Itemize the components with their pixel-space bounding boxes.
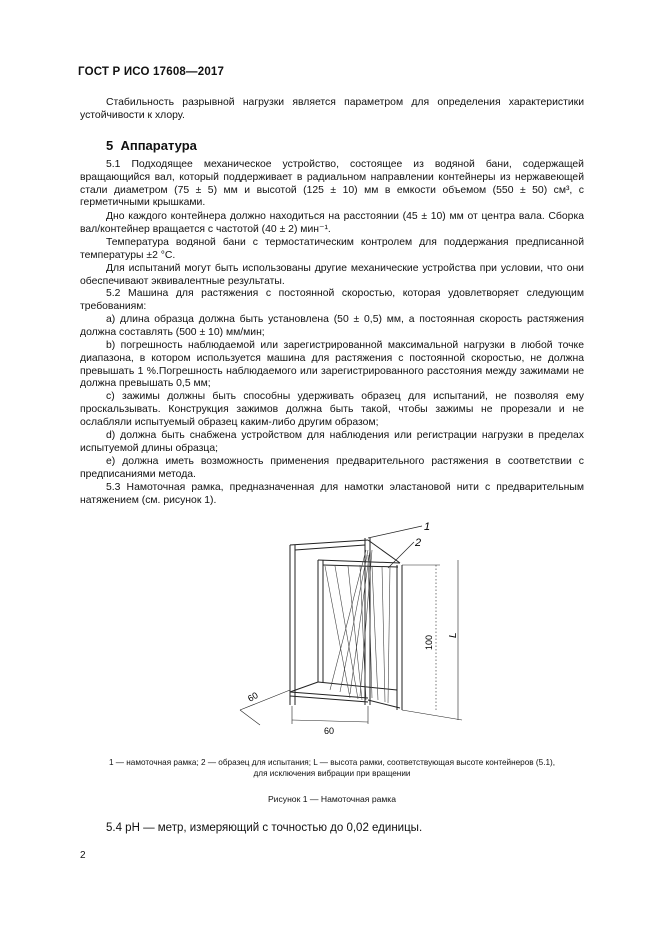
paragraph-5-3: 5.3 Намоточная рамка, предназначенная для намотки эластановой нити с предварительным натяжением (см. рисунок 1).: [80, 482, 584, 506]
callout-2-label: 2: [415, 537, 422, 549]
paragraph-5-2-e: e) должна иметь возможность применения предварительного растяжения в соответствии с предписаниями метода.: [80, 456, 584, 480]
paragraph-5-2-c: c) зажимы должны быть способны удерживать образец для испытаний, не позволяя ему проскальзывать. Конструкция зажимов должна быть такой, чтобы зажимы не прорезали и не ослабляли испытуемый образец каким-либо другим образом;: [80, 391, 584, 428]
paragraph-bath-temperature: Температура водяной бани с термостатическим контролем для поддержания предписанной температуры ±2 °С.: [80, 237, 584, 261]
figure-caption-line-1: 1 — намоточная рамка; 2 — образец для испытания; L — высота рамки, соответствующая высоте контейнеров (5.1),: [108, 758, 556, 767]
dimension-left-extension: [240, 710, 260, 725]
intro-paragraph: Стабильность разрывной нагрузки является параметром для определения характеристики устойчивости к хлору.: [80, 97, 584, 121]
callout-1-leader: [368, 526, 422, 538]
paragraph-5-2: 5.2 Машина для растяжения с постоянной скоростью, которая удовлетворяет следующим требованиям:: [80, 288, 584, 312]
paragraph-container-distance: Дно каждого контейнера должно находиться на расстоянии (45 ± 10) мм от центра вала. Сборка вал/контейнер вращается с частотой (40 ± 2) мин⁻¹.: [80, 211, 584, 235]
dimension-60-bottom-label: 60: [324, 726, 335, 736]
paragraph-5-2-d: d) должна быть снабжена устройством для наблюдения или регистрации нагрузки в пределах испытуемой длины образца;: [80, 430, 584, 454]
frame-front-top-rail: [290, 540, 368, 545]
paragraph-5-1: 5.1 Подходящее механическое устройство, состоящее из водяной бани, содержащей вращающийся вал, который поддерживает в радиальном направлении контейнеры из нержавеющей стали диаметром (75 ± 5) мм и высотой (125 ± 10) мм в емкости объемом (550 ± 50) см³, с герметичными крышками.: [80, 159, 584, 209]
frame-top-side-rail: [368, 540, 400, 563]
figure-title: Рисунок 1 — Намоточная рамка: [267, 794, 397, 804]
frame-front-top-rail-inner: [295, 545, 365, 550]
specimen-threads: [325, 550, 390, 703]
dimension-100-label: 100: [424, 634, 434, 650]
frame-bottom-side-rail: [368, 700, 400, 708]
dimension-60-bottom-line: [292, 720, 368, 722]
paragraph-5-2-b: b) погрешность наблюдаемой или зарегистрированной максимальной нагрузки в любой точке диапазона, в котором используется машина для растяжения с постоянной скоростью, не должна превышать 1 %.Погрешность наблюдаемого или зарегистрированного расстояния между зажимами не должна превышать 0,5 мм;: [80, 340, 584, 390]
dimension-L-label: L: [448, 632, 459, 638]
winding-frame-drawing: [200, 510, 490, 745]
paragraph-5-2-a: a) длина образца должна быть установлена (50 ± 0,5) мм, а постоянная скорость растяжения должна составлять (500 ± 10) мм/мин;: [80, 314, 584, 338]
callout-2-leader: [388, 542, 414, 568]
running-header: ГОСТ Р ИСО 17608—2017: [78, 66, 225, 78]
page-number: 2: [80, 850, 86, 861]
frame-back-top-rail: [318, 560, 400, 563]
callout-1-label: 1: [424, 521, 431, 533]
dimension-60-left-line: [240, 690, 290, 710]
paragraph-5-4: 5.4 рН — метр, измеряющий с точностью до 0,02 единицы.: [106, 822, 423, 834]
figure-caption-line-2: для исключения вибрации при вращении: [253, 769, 411, 778]
frame-bottom-left-rail: [290, 682, 318, 692]
section-title: Аппаратура: [120, 138, 197, 153]
paragraph-other-devices: Для испытаний могут быть использованы другие механические устройства при условии, что они обеспечивают эквивалентные результаты.: [80, 263, 584, 287]
frame-bottom-back-rail: [318, 682, 397, 690]
dimension-60-left-label: 60: [246, 690, 260, 704]
section-heading: [106, 138, 197, 153]
section-number: 5: [106, 138, 114, 153]
frame-back-top-rail-inner: [323, 565, 398, 567]
dimension-base-extension: [402, 710, 462, 720]
